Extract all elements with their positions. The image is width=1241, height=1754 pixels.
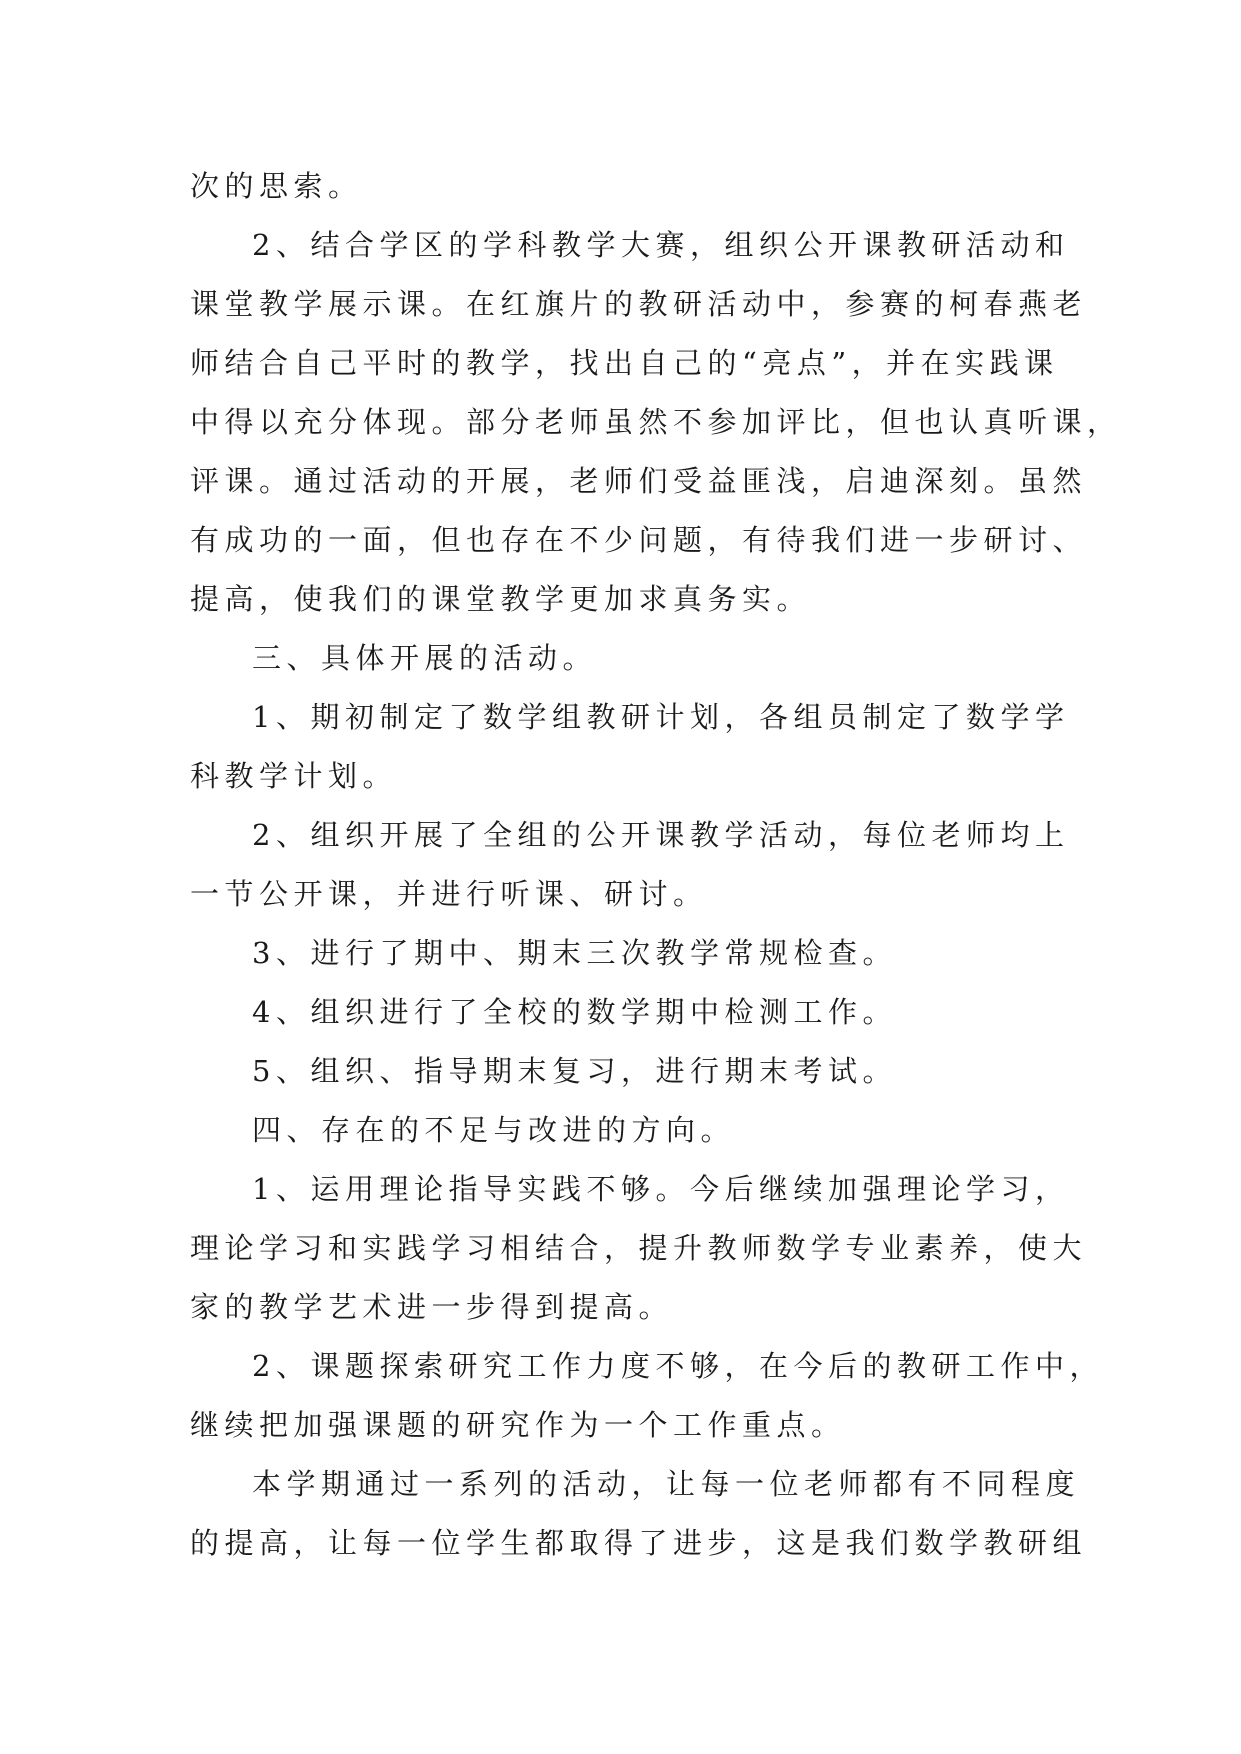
- text-line: 1、期初制定了数学组教研计划，各组员制定了数学学: [252, 700, 1070, 734]
- section-heading: 三、具体开展的活动。: [252, 641, 598, 675]
- text-line: 本学期通过一系列的活动，让每一位老师都有不同程度: [252, 1467, 1081, 1501]
- text-line: 师结合自己平时的教学，找出自己的“亮点”，并在实践课: [190, 346, 1059, 380]
- text-line: 继续把加强课题的研究作为一个工作重点。: [190, 1408, 846, 1442]
- text-line: 科教学计划。: [190, 759, 398, 793]
- text-line: 提高，使我们的课堂教学更加求真务实。: [190, 582, 812, 616]
- text-line: 一节公开课，并进行听课、研讨。: [190, 877, 708, 911]
- document-body: [190, 157, 1122, 1573]
- text-line: 4、组织进行了全校的数学期中检测工作。: [252, 995, 897, 1029]
- text-line: 理论学习和实践学习相结合，提升教师数学专业素养，使大: [190, 1231, 1088, 1265]
- text-line: 2、组织开展了全组的公开课教学活动，每位老师均上: [252, 818, 1070, 852]
- text-line: 课堂教学展示课。在红旗片的教研活动中，参赛的柯春燕老: [190, 287, 1088, 321]
- text-line: 1、运用理论指导实践不够。今后继续加强理论学习，: [252, 1172, 1070, 1206]
- text-line: 评课。通过活动的开展，老师们受益匪浅，启迪深刻。虽然: [190, 464, 1088, 498]
- text-line: 中得以充分体现。部分老师虽然不参加评比，但也认真听课，: [190, 405, 1122, 439]
- text-line: 家的教学艺术进一步得到提高。: [190, 1290, 674, 1324]
- text-line: 的提高，让每一位学生都取得了进步，这是我们数学教研组: [190, 1526, 1088, 1560]
- text-line: 3、进行了期中、期末三次教学常规检查。: [252, 936, 897, 970]
- text-line: 2、结合学区的学科教学大赛，组织公开课教研活动和: [252, 228, 1070, 262]
- section-heading: 四、存在的不足与改进的方向。: [252, 1113, 736, 1147]
- text-line: 有成功的一面，但也存在不少问题，有待我们进一步研讨、: [190, 523, 1088, 557]
- text-line: 2、课题探索研究工作力度不够，在今后的教研工作中，: [252, 1349, 1104, 1383]
- text-line: 次的思索。: [190, 169, 363, 203]
- text-line: 5、组织、指导期末复习，进行期末考试。: [252, 1054, 897, 1088]
